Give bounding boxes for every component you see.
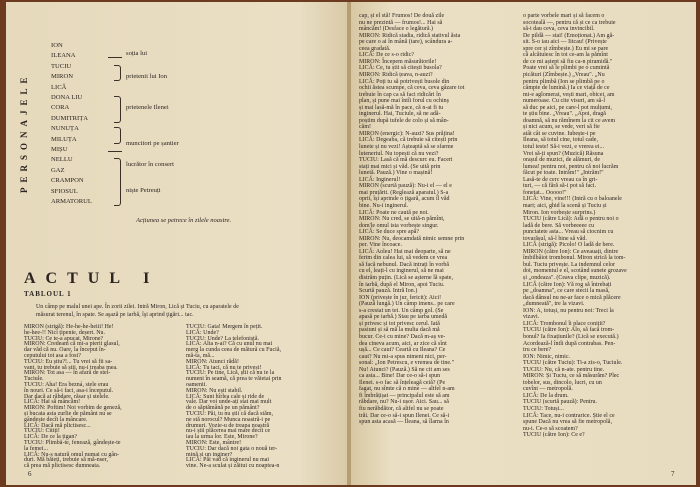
dialogue-line: MIRON: Poftim! Noi vorbim de geneză,	[24, 405, 122, 412]
dialogue-line: fagat, nu sîmte că n mine — altfel n-am	[359, 386, 455, 393]
dialogue-line: ION (privește în jur, fericit): Aici!	[359, 294, 442, 301]
dialogue-line: sit. S-o iau aici — Iitcau! (Privește	[523, 39, 607, 46]
dialogue-line: LICĂ: Degeaba, că trebuie să citești prin	[359, 137, 458, 144]
cast-rule	[108, 57, 122, 58]
dialogue-line: numeni în seamă, că prea te văietai prin	[186, 376, 282, 383]
dialogue-line: de ce mi aștept să fiu ca-n piramidă."	[523, 58, 613, 65]
dialogue-line: TUCIU: Gata! Mergem în pețit.	[186, 324, 263, 330]
dialogue-line: tru ce bere?	[523, 347, 552, 354]
dialogue-line: bine. Nu-i inginerul.	[359, 202, 409, 209]
dialogue-line: în iarbă, după el Miron, apoi Tuciu.	[359, 281, 445, 288]
dialogue-line: per. Vine încoace.	[359, 242, 402, 249]
dialogue-line: LICĂ: De ce s-o ridic?	[359, 52, 415, 59]
dialogue-line: mâncăm! (Desface o legătură.)	[359, 26, 434, 33]
dialogue-line: (Pauză lungă.) Un câmp imens.. pe care	[359, 301, 455, 308]
dialogue-line: te știu bine. „Vreau". „Apoi, dragă	[523, 111, 606, 118]
dialogue-line: TUCIU (scurtă pauză): Pentru.	[523, 399, 598, 406]
page-number-left: 6	[28, 470, 32, 478]
dialogue-line: LICĂ: Inginerul!	[359, 176, 401, 183]
dialogue-line: fi îmbrățișat — principalul este să am	[359, 392, 450, 399]
dialogue-line: De pildă — stai! (Emoționat.) Am gă-	[523, 32, 615, 39]
dialogue-line: vale. Dar voi unde-ați stat mai mult	[186, 399, 272, 406]
dialogue-line: și mai lasă-mă în pace, că n-ai fi tu	[359, 104, 444, 111]
dialogue-line: nu-i. Ce-o să scoatem?	[523, 425, 578, 432]
dialogue-line: TUCIU: Nu, că n-ate. pentru tine.	[523, 366, 605, 373]
dialogue-line: Acordează-l întîi după contrabas. Pen-	[523, 340, 616, 347]
dialogue-line: dom'le omul ista vorbește singur.	[359, 222, 439, 229]
cast-group-label: prietenii lui Ion	[126, 73, 168, 80]
dialogue-line: MIRON: Ridică țeava, n-auzi?	[359, 71, 433, 78]
dialogue-line: „dumneată", tre la vizavi.	[523, 301, 585, 308]
dialogue-line: plan, și pune mai întîi forul cu ochinș	[359, 98, 449, 105]
dialogue-line: MIRON: Atunci rădă!	[186, 358, 239, 365]
dialogue-line: făcut pe toate. Intrăm!" „Intrăm!"	[523, 170, 604, 177]
dialogue-line: Nu! Atunci? (Pauză.) Să ne cit am ses	[359, 366, 450, 373]
cast-group-label: lucrător în consert	[126, 161, 174, 168]
dialogue-line: mă-ta, mă...	[186, 353, 215, 359]
dialogue-line: LICĂ: Dacă mă plictisesc...	[24, 422, 91, 429]
right-page	[351, 2, 696, 485]
dialogue-line: LICĂ: De ce la țigan?	[24, 434, 78, 441]
cast-name: CRAMPON	[51, 177, 84, 185]
dialogue-line: Dar dacă ai răbdare, răsar și stelele.	[24, 393, 110, 400]
dialogue-line: nu ne prezintă — frumos!... Hai să	[359, 19, 443, 26]
dialogue-line: vizavi.	[523, 314, 540, 321]
dialogue-line: inginerul. Hai, Tuciule, să ne adă-	[359, 111, 441, 118]
cast-brace	[114, 158, 121, 206]
dialogue-line: TUCIU: Pe tine, Lică, știi că nu te la	[186, 370, 275, 377]
dialogue-line: LICĂ: Se duce spre apă?	[359, 229, 420, 236]
dialogue-line: nu-i știi plăcerea mai mare decît ce	[186, 428, 271, 435]
dialogue-line: Vrei să-ți spun? (Muzică) Răsuna	[523, 150, 604, 157]
dialogue-line: LICĂ: Tace, nu-i contrarice. Știe el ce	[523, 412, 615, 419]
dialogue-line: fonetat... Ooooo!"	[523, 189, 567, 196]
dialogue-line: spune Dacă nu vrea să fie metropolă,	[523, 419, 612, 426]
dialogue-line: TUCIU: Lasă că mă descurc eu. Faceri	[359, 157, 453, 164]
dialogue-line: ladă de bere. Să vorbeeeee cu	[523, 222, 595, 229]
dialogue-line: ferim din calea lui, să vedem ce vrea	[359, 255, 448, 262]
dialogue-line: MIRON (către Ion): Ce aveauați, dintre	[523, 248, 619, 255]
dialogue-line: vine. Ne-a sculat și zăitui cu noaptea-n	[186, 463, 280, 470]
cast-name: ION	[51, 42, 63, 49]
tableau-title: TABLOUL 1	[24, 290, 72, 298]
dialogue-line: LICĂ (strigă): Picolo! O ladă de bere.	[523, 242, 615, 249]
dialogue-line: căm!	[359, 124, 371, 131]
dialogue-line: LICĂ: Trombonul îi place coniții?	[523, 320, 606, 327]
dialogue-line: picături (Zîmbește.) „Vreau". „Nu	[523, 71, 605, 78]
dialogue-line: numeroase. Cu cite visuri, am să-l	[523, 98, 606, 105]
dialogue-line: oamenii.	[186, 382, 207, 388]
dialogue-line: TUCIU (către Lică): Adă o pentru noi o	[523, 216, 619, 223]
dialogue-line: MIRON (strigă): He-he-he-heiii! He!	[24, 324, 114, 330]
dialogue-line: mai pruțărit. (Reglează aparatul.) S-a	[359, 189, 449, 196]
dialogue-line: TUCIU (către Ion): Ce e?	[523, 432, 585, 439]
dialogue-line: cu el, leați-l cu inginerul, să ne mai	[359, 268, 444, 275]
dialogue-line: TUCIU: Citiți!	[24, 428, 60, 435]
dialogue-line: dea cineva acum, aici, ar zice că sînt	[359, 340, 447, 347]
book-spread	[6, 2, 696, 485]
dialogue-line: doi, momentul e el, scotând sunete grozave	[523, 268, 627, 275]
dialogue-line: cap, și el stă! Frumos! De două zile	[359, 13, 445, 19]
dialogue-line: MIRON (energic): N-auzi? Sus prăjina!	[359, 130, 455, 137]
dialogue-line: bonul? Ia fixațiunile? (Lică se execută.)	[523, 333, 619, 340]
dialogue-line: LICĂ: Nu-s natură omul numai cu gân-	[24, 451, 120, 458]
dialogue-line: și nici acum, se vede, veri să fie	[523, 124, 600, 131]
dialogue-line: TUCIU: Plimbă-te, fenează, gândește-te	[24, 440, 121, 446]
dialogue-line: LICĂ: Păi vad că inginerul nu mai	[186, 457, 270, 464]
dialogue-line: câmpie de lumină.) Ia ce viață de ce	[523, 85, 610, 92]
cast-brace	[114, 127, 121, 143]
dialogue-line: MIRON: Nu cred, se uită-n pămînt,	[359, 216, 445, 223]
dialogue-line: și privesc și tot privesc cerul. Iată	[359, 320, 440, 327]
dialogue-line: luteneriul. Nu topești că nu vezi?	[359, 150, 439, 157]
dialogue-line: Miron. Ion vorbește surprins.)	[523, 209, 596, 216]
dialogue-line: dacă dânsul nu ne-ar face o mică plăcere	[523, 294, 621, 301]
dialogue-line: LICĂ: Hai să mâncăm!	[24, 399, 81, 406]
dialogue-line: drumuri. Vozie-u de treapa noastră	[186, 422, 270, 429]
left-page	[6, 2, 349, 485]
dialogue-line: Ilenei. s-o fac să înțeleagă ceiă? (Pe	[359, 379, 446, 386]
dialogue-line: doamnă, să nu rămînem la cit ce avem	[523, 117, 616, 124]
dialogue-line: turi, — că fără să-i pot să faci.	[523, 183, 597, 190]
dialogue-line: ION: A, totuși, nu pentru noi: Treci la	[523, 307, 614, 314]
dialogue-line: mină și un inginer?	[186, 451, 233, 458]
dialogue-line: poștim dupã tufele de colo și să mân-	[359, 117, 449, 124]
cast-name: TUCIU	[51, 62, 72, 70]
setting-note: Acțiunea se petrece în zilele noastre.	[136, 217, 232, 224]
cast-name: ARMATORUL	[51, 198, 92, 205]
dialogue-line: că alcătuiesc în tot ce-am la pămînt	[523, 52, 608, 59]
dialogue-line: TUCIU: Ce te-a apucat, Mirone?	[24, 335, 104, 342]
cast-name: ILEANA	[51, 52, 76, 60]
dialogue-line: sonal: „Ion Petrescu, e vremea de tine."	[359, 360, 455, 367]
dialogue-line: mari; aici, ghid la scenă și Tuciu și	[523, 202, 607, 209]
cast-name: CORA	[51, 104, 70, 112]
dialogue-line: vant, tu trebuie să știi, nu-i treaba mea.	[24, 364, 118, 371]
dialogue-line: MIRON: Și Tuciu, ce să măsurăm? Plec	[523, 373, 620, 380]
dialogue-line: ceputului tot asa a fost?	[24, 353, 81, 359]
dialogue-line: Scurtă pauză. Intră Ion.)	[359, 288, 418, 295]
cast-name: MILUȚA	[51, 135, 77, 143]
cast-brace	[114, 96, 121, 123]
dialogue-line: MIRON: Este, mântre!	[186, 440, 242, 446]
dialogue-line: tovarășul, să-l bine să văd.	[523, 235, 587, 242]
dialogue-line: TUCIU: Totuși...	[523, 406, 564, 412]
dialogue-line: TUCIU: Dar dacă noi gata o nouă ter-	[186, 445, 278, 452]
dialogue-line: trăi. Dar ce-o să-i spun Ilenei. Ce să-i	[359, 412, 450, 419]
dialogue-line: TUCIU (către Tuciu): Ti-a zis-o, Tuciule.	[523, 360, 623, 367]
dialogue-line: să-i dau ceva, ceva invincibil.	[523, 26, 595, 33]
dialogue-line: MIRON: Tot asa — în afară de stel-	[24, 370, 111, 377]
cast-brace	[114, 65, 121, 81]
cast-group-label: soția lui	[126, 50, 148, 57]
dialogue-line: ne stă norocul? Munca noastră-i pe	[186, 416, 271, 423]
cast-name: MIȘU	[51, 146, 68, 153]
page-number-right: 7	[671, 470, 675, 478]
dialogue-line: gândește decît la mâncare.	[24, 416, 88, 423]
dialogue-line: la femei...	[24, 445, 49, 452]
dialogue-line: MIRON: Nu, deocamdată nimic semne prin	[359, 235, 465, 242]
dialogue-line: pasiuni și să mă la multa dacă mă	[359, 327, 440, 334]
dialogue-line: spre cer și zîmbește.) Eu mi se pare	[523, 45, 609, 52]
dialogue-line: Tuciule.	[24, 376, 44, 383]
dialogue-line: îmbilbâiot trombonul. Miron strică la tom-	[523, 255, 626, 262]
dialogue-line: TUCIU: Unde? La telefoniștă.	[186, 335, 260, 342]
dialogue-line: să facă nebunul. Dacă intrați în vorbă	[359, 261, 450, 268]
dialogue-line: punctatete asta... Vreau să ciocnim cu	[523, 229, 614, 236]
dialogue-line: totul ieste! Să-i vezi, e vrerea ei...	[523, 144, 605, 150]
dialogue-line: MIRON: Nu ești stabil.	[186, 387, 243, 394]
dialogue-line: și „ondeaza". (Ceava clipe, muzică).	[523, 275, 611, 281]
dialogue-line: fiu nerăbdător, că altfel nu se poate	[359, 406, 444, 412]
cast-name: DONA LIU	[51, 94, 83, 101]
dialogue-line: de o săptămână pe un pământ?	[186, 405, 260, 412]
dialogue-line: LICĂ: Alta n-ai? Că cu unul nu mai	[186, 341, 273, 348]
dialogue-line: orașul de muzici, de alămuri, de	[523, 157, 601, 164]
dialogue-line: apasă pe iarbă.) Stau pe iarba umedă	[359, 314, 447, 321]
dialogue-line: TUCIU (către Ion): Alo, să facă trom-	[523, 327, 615, 334]
cast-group-label: niște Petreuți	[126, 187, 161, 194]
dialogue-line: TUCIU: Aha! Era bezná, stele erau	[24, 382, 109, 388]
stage-direction-line: măsurat terenul, în spate. Se aşază pe iarbă, îşi aprind ţigări... tac.	[36, 312, 194, 318]
dialogue-line: atât cât se cuvine. Iubește-i pe	[523, 130, 596, 137]
dialogue-line: Poate vrei să le plimbi pe o cumintă	[523, 65, 610, 72]
cast-name: GAZ	[51, 166, 65, 174]
dialogue-line: ușă... Ce caut? Ceartă cu Ileana? Ce	[359, 347, 446, 354]
dialogue-line: bul. Tuciu privește. La indemnul celor	[523, 261, 616, 268]
act-title: ACTUL I	[24, 270, 160, 287]
dialogue-line: stați mai mici și văd. (Se uită prin	[359, 163, 441, 170]
dialogue-line: Ileana, să totul cine, totul cade,	[523, 137, 598, 144]
dialogue-line: duri. Mă băieți, trebuie să mă-nser,	[24, 457, 109, 464]
cast-name: NELLU	[51, 156, 73, 164]
dialogue-line: bucur. Ce-i cu mine? Dacă m-aș ve-	[359, 333, 446, 340]
cast-group-label: muncitori pe șantier	[126, 140, 179, 147]
cast-name: DUMITRIȚA	[51, 114, 88, 122]
dialogue-line: distrăm puțin. (Lică se așterne lă spate,	[359, 275, 453, 281]
dialogue-line: merg la cunda ceea de măturã cu Fuciă,	[186, 347, 282, 354]
dialogue-line: TUCIU: Eu știu?!... Tu vrei să fii sa-	[24, 358, 113, 365]
dialogue-line: lumea! pentru noi, pentru că noi lucrăm	[523, 163, 619, 170]
cast-name: MIRON	[51, 73, 73, 81]
dialogue-line: răbdare, nu? Nu-i ușor. Aici. Sau... să	[359, 399, 449, 406]
dialogue-line: LICĂ: Tu taci, că nu te priveșt!	[186, 364, 262, 371]
dialogue-line: LICĂ: Poți tu să potrivești busole din	[359, 78, 450, 85]
dialogue-line: Lasă-te de cerc vreau ca în gri-	[523, 176, 598, 183]
dialogue-line: ochii ăstea scumpe, că ceva, ceva gâzare tot	[359, 85, 465, 92]
cast-group-label: prietenele Ilenei	[126, 104, 169, 111]
dialogue-line: iau la urma lor. Este, Mirone?	[186, 434, 258, 441]
cast-name: NUNUȚA	[51, 125, 79, 133]
dialogue-line: ceea gradată.	[359, 45, 391, 52]
dialogue-line: o parte vorbele mari și să facem o	[523, 13, 605, 19]
dialogue-line: tobelor, sus, dincolo, lucri, cu un	[523, 379, 602, 386]
dialogue-line: că prea mă plictisesc dumneata.	[24, 463, 101, 470]
dialogue-line: lunete și nu vezi! Așteaptă să se sfarme	[359, 144, 454, 150]
dialogue-line: spun asta acasă — Ileana, să îlarna în	[359, 419, 449, 426]
dialogue-line: LICĂ: Aoleu! Hai mai deoparte, să ne	[359, 248, 451, 255]
dialogue-line: lunetă. Pauză.) Vine o mașină!	[359, 170, 433, 177]
dialogue-line: oprit, își aprinde o țigară, acum îl văd	[359, 196, 450, 203]
dialogue-line: LICĂ: Ce, tu știi să citești busola?	[359, 65, 442, 72]
dialogue-line: LICĂ: Unde?	[186, 329, 219, 336]
dialogue-line: mi-e aglomerat, vești mari, obicei, am	[523, 91, 615, 98]
cast-name: LICĂ	[51, 83, 67, 91]
dialogue-line: cuvînt — metropolă.	[523, 386, 573, 393]
dialogue-line: pentru plimbă (Ion se plimbă pe o	[523, 78, 605, 85]
dialogue-line: LICĂ: Poate ne caută pe noi.	[359, 209, 429, 216]
dialogue-line: dar văd că nu. Oare, la început în-	[24, 347, 106, 354]
dialogue-line: LICĂ: Sunt hîrlea cale și ride de	[186, 393, 265, 400]
cast-rule	[108, 151, 122, 152]
dialogue-line: ca asta... Bine! Dar ce-o să-i spun	[359, 373, 441, 380]
personajele-vertical-label: PERSONAJELE	[19, 72, 29, 194]
dialogue-line: MIRON: Credeam că mi-a pierit glasul,	[24, 341, 120, 348]
dialogue-line: TUCIU: Păi, tu nu știi că dacă stăm,	[186, 411, 274, 417]
dialogue-line: caut? Nu mi-a spus nimeni nici, per-	[359, 353, 447, 360]
dialogue-line: MIRON: Începem măsurătorile!	[359, 58, 437, 65]
dialogue-line: pe care o ai în mână (tare), scândura a-	[359, 39, 453, 46]
stage-direction-line: Un câmp pe malul unei ape. În zorii zilei. Intră Miron, Lică și Tuciu, cu aparatele de	[36, 304, 239, 310]
dialogue-line: ION: Nimic, nimic.	[523, 353, 571, 360]
dialogue-line: LICĂ: Vine, vine!!! (Intră cu o baloanele	[523, 196, 622, 203]
dialogue-line: LICĂ (către Ion): Vă rog să întrebați	[523, 281, 612, 288]
dialogue-line: LICĂ: De la drum.	[523, 392, 569, 399]
cast-name: SFIOSUL	[51, 187, 78, 195]
dialogue-line: trebuie în cap ca să faci ridicări în	[359, 91, 441, 98]
dialogue-line: și bucata asta zurlie de pământ nu se	[24, 411, 112, 417]
dialogue-line: s-a crestat un tei. Un câmp gol. (Se	[359, 307, 444, 314]
dialogue-line: MIRON (scurtă pauză): Nu-i el — el e	[359, 183, 452, 190]
dialogue-line: în nouri. Ce să-i faci, asa-i începutul.	[24, 387, 114, 394]
dialogue-line: să duc pe aici, pe care-l pot mulțumi,	[523, 104, 613, 111]
dialogue-line: MIRON: Ridică stadia, ridică stativul ăsta	[359, 32, 461, 39]
dialogue-line: he-hee-!! Nici țipenie, deșert. Nu.	[24, 329, 106, 336]
dialogue-line: pe „doamna", ce care stecii la masă,	[523, 288, 610, 295]
dialogue-line: socoteală —, pentru că și ce ca trebuie	[523, 19, 616, 26]
